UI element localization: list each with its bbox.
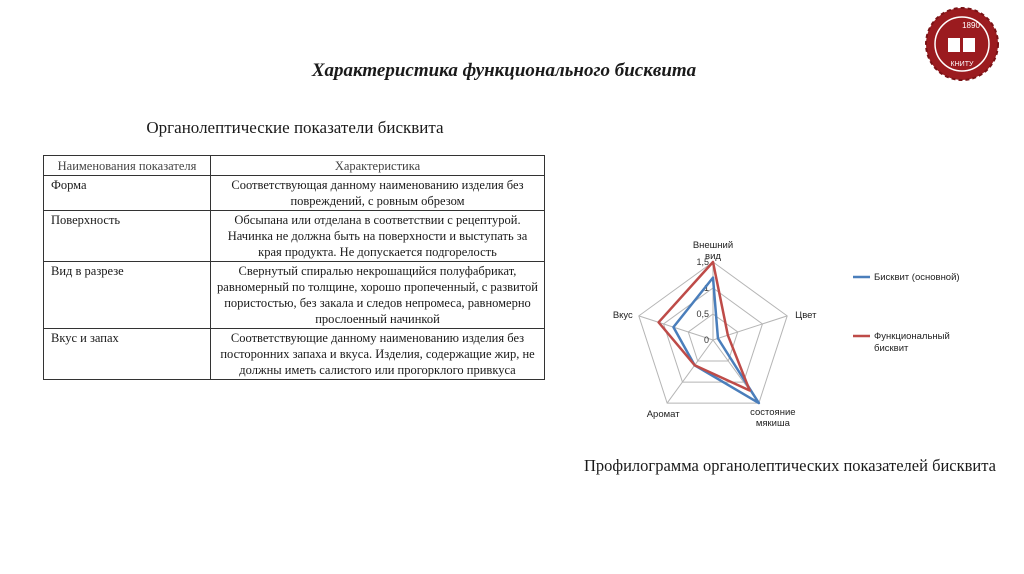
tick-label: 1,5	[696, 257, 709, 267]
legend-label: Функциональный бисквит	[874, 331, 950, 354]
chart-caption: Профилограмма органолептических показателей бисквита	[584, 456, 996, 475]
tick-label: 1	[703, 283, 709, 293]
axis-label: Вкус	[612, 309, 633, 321]
header-desc: Характеристика	[211, 156, 545, 176]
organoleptic-table	[43, 155, 545, 380]
axis-label: Аромат	[646, 409, 680, 421]
legend-label: Бисквит (основной)	[874, 272, 960, 283]
row-name: Поверхность	[44, 211, 211, 262]
header-name: Наименования показателя	[44, 156, 211, 176]
radar-chart	[578, 230, 978, 448]
logo-year: 1890	[962, 21, 980, 30]
tick-label: 0,5	[696, 309, 709, 319]
grid-spoke	[639, 316, 713, 340]
row-name: Вид в разрезе	[44, 262, 211, 329]
row-name: Вкус и запах	[44, 329, 211, 380]
axis-label: Цвет	[795, 309, 817, 321]
axis-label: состояние мякиша	[750, 407, 796, 430]
row-name: Форма	[44, 176, 211, 211]
row-desc: Обсыпана или отделана в соответствии с рецептурой. Начинка не должна быть на поверхности и выступать за края продукта. Не допускается подгорелость	[211, 211, 545, 262]
table-row	[44, 262, 545, 329]
axis-label: Внешний вид	[692, 240, 734, 262]
table-row	[44, 176, 545, 211]
table-row	[44, 211, 545, 262]
logo-name: КНИТУ	[950, 61, 974, 68]
row-desc: Свернутый спиралью некрошащийся полуфабрикат, равномерный по толщине, хорошо пропеченный, с развитой пористостью, без закала и следов непромеса, равномерно прослоенный начинкой	[211, 262, 545, 329]
row-desc: Соответствующие данному наименованию изделия без посторонних запаха и вкуса. Изделия, содержащие жир, не должны иметь салистого или прогорклого привкуса	[211, 329, 545, 380]
table-row	[44, 329, 545, 380]
row-desc: Соответствующая данному наименованию изделия без повреждений, с ровным обрезом	[211, 176, 545, 211]
table-caption: Органолептические показатели бисквита	[146, 118, 444, 137]
radar-chart-svg	[578, 230, 978, 448]
tick-label: 0	[703, 335, 709, 345]
table-header-row	[44, 156, 545, 176]
page-title: Характеристика функционального бисквита	[311, 60, 697, 81]
